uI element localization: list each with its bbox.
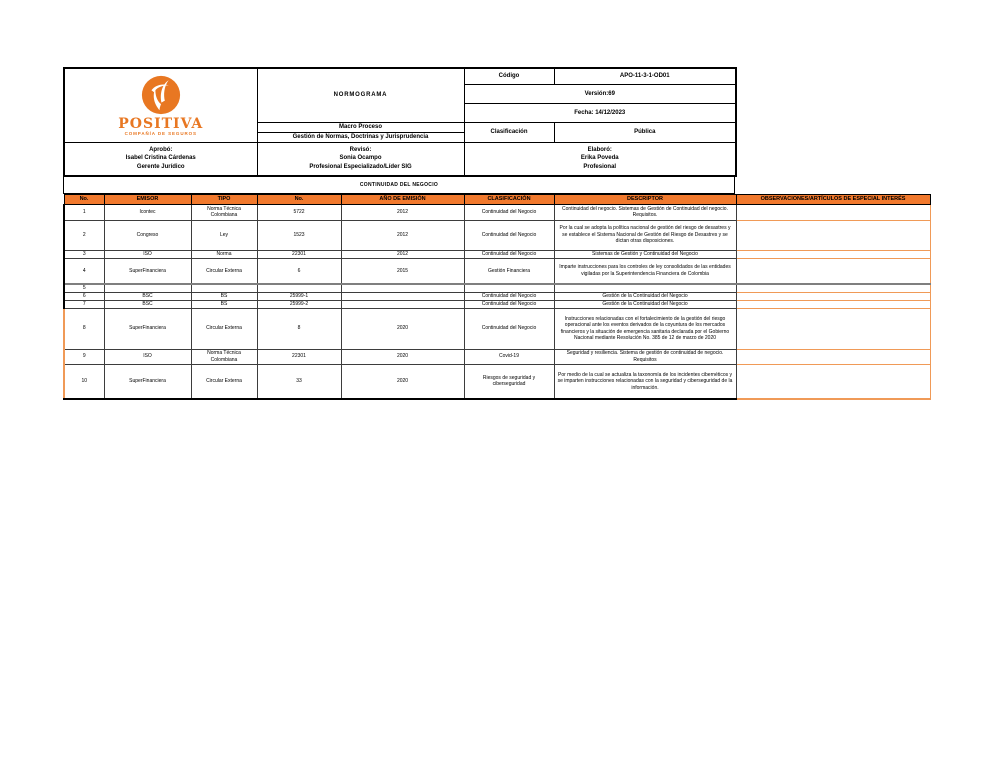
col-header-num: No.	[257, 194, 341, 204]
cell-observaciones	[736, 364, 930, 399]
cell-num	[257, 284, 341, 292]
cell-descriptor: Gestión de la Continuidad del Negocio	[554, 292, 736, 300]
cell-emisor: Congreso	[104, 220, 191, 250]
elaboro-label: Elaboró:	[587, 146, 612, 153]
cell-emisor: SuperFinanciera	[104, 364, 191, 399]
col-header-no: No.	[64, 194, 104, 204]
cell-clasificacion	[464, 284, 554, 292]
cell-observaciones	[736, 220, 930, 250]
cell-tipo: Circular Externa	[191, 364, 257, 399]
cell-clasificacion: Continuidad del Negocio	[464, 300, 554, 308]
elaboro-block	[464, 142, 736, 176]
cell-no: 2	[64, 220, 104, 250]
cell-clasificacion: Riesgos de seguridad y ciberseguridad	[464, 364, 554, 399]
cell-ano: 2020	[341, 349, 464, 364]
cell-emisor: SuperFinanciera	[104, 308, 191, 349]
cell-ano	[341, 300, 464, 308]
version-value: Versión:69	[464, 85, 736, 104]
codigo-label: Código	[464, 68, 554, 85]
cell-ano	[341, 292, 464, 300]
cell-ano: 2020	[341, 364, 464, 399]
cell-num: 8	[257, 308, 341, 349]
doc-title: NORMOGRAMA	[257, 68, 464, 123]
cell-emisor	[104, 284, 191, 292]
section-title: CONTINUIDAD DEL NEGOCIO	[63, 177, 735, 194]
col-header-observaciones: OBSERVACIONES/ARTÍCULOS DE ESPECIAL INTERÉS	[736, 194, 930, 204]
elaboro-name: Erika Poveda	[580, 155, 619, 162]
fecha-value: Fecha: 14/12/2023	[464, 104, 736, 123]
cell-clasificacion: Continuidad del Negocio	[464, 220, 554, 250]
cell-descriptor: Continuidad del negocio. Sistemas de Gestión de Continuidad del negocio. Requisitos.	[554, 204, 736, 220]
cell-num: 5722	[257, 204, 341, 220]
cell-num: 22301	[257, 349, 341, 364]
elaboro-role: Profesional	[583, 164, 617, 171]
cell-tipo: Circular Externa	[191, 308, 257, 349]
table-row	[64, 258, 930, 284]
cell-observaciones	[736, 250, 930, 258]
cell-ano: 2012	[341, 220, 464, 250]
reviso-name: Sonia Ocampo	[339, 155, 382, 162]
cell-clasificacion: Continuidad del Negocio	[464, 204, 554, 220]
cell-no: 7	[64, 300, 104, 308]
cell-num: 25999-1	[257, 292, 341, 300]
cell-num: 25999-2	[257, 300, 341, 308]
cell-no: 8	[64, 308, 104, 349]
cell-tipo: BS	[191, 300, 257, 308]
aprobo-label: Aprobó:	[149, 146, 173, 153]
cell-tipo: Norma Técnica Colombiana	[191, 349, 257, 364]
cell-no: 5	[64, 284, 104, 292]
cell-num: 1523	[257, 220, 341, 250]
col-header-tipo: TIPO	[191, 194, 257, 204]
cell-observaciones	[736, 292, 930, 300]
document-header-table	[63, 67, 737, 177]
cell-no: 10	[64, 364, 104, 399]
cell-descriptor: Por medio de la cual se actualiza la taxonomía de los incidentes cibernéticos y se imparten instrucciones relacionadas con la seguridad y ciberseguridad de la información.	[554, 364, 736, 399]
aprobo-block	[64, 142, 257, 176]
reviso-role: Profesional Especializado/Líder SIG	[309, 164, 412, 171]
cell-emisor: SuperFinanciera	[104, 258, 191, 284]
macro-proceso-label: Macro Proceso	[257, 123, 464, 133]
cell-descriptor: Gestión de la Continuidad del Negocio	[554, 300, 736, 308]
cell-tipo	[191, 284, 257, 292]
clasificacion-label: Clasificación	[464, 123, 554, 143]
col-header-clasificacion: CLASIFICACIÓN	[464, 194, 554, 204]
cell-ano: 2012	[341, 204, 464, 220]
cell-clasificacion: Continuidad del Negocio	[464, 308, 554, 349]
cell-descriptor: Por la cual se adopta la política nacional de gestión del riesgo de desastres y se establece el Sistema Nacional de Gestión del Riesgo de Desastres y se dictan otras disposiciones.	[554, 220, 736, 250]
cell-emisor: Icontec	[104, 204, 191, 220]
cell-descriptor: Imparte instrucciones para los controles de ley consolidados de las entidades vigiladas por la Superintendencia Financiera de Colombia	[554, 258, 736, 284]
col-header-ano: AÑO DE EMISIÓN	[341, 194, 464, 204]
aprobo-role: Gerente Jurídico	[136, 164, 185, 171]
logo-cell	[64, 68, 257, 142]
col-header-descriptor: DESCRIPTOR	[554, 194, 736, 204]
cell-clasificacion: Gestión Financiera	[464, 258, 554, 284]
positiva-logo	[67, 74, 255, 137]
cell-observaciones	[736, 349, 930, 364]
reviso-block	[257, 142, 464, 176]
cell-no: 3	[64, 250, 104, 258]
cell-no: 1	[64, 204, 104, 220]
cell-tipo: Circular Externa	[191, 258, 257, 284]
cell-clasificacion: Continuidad del Negocio	[464, 250, 554, 258]
positiva-logo-icon	[140, 74, 182, 116]
table-row	[64, 250, 930, 258]
cell-num: 22301	[257, 250, 341, 258]
table-row	[64, 349, 930, 364]
aprobo-name: Isabel Cristina Cárdenas	[125, 155, 196, 162]
cell-ano: 2020	[341, 308, 464, 349]
cell-ano	[341, 284, 464, 292]
table-row	[64, 204, 930, 220]
cell-num: 6	[257, 258, 341, 284]
cell-observaciones	[736, 284, 930, 292]
table-row	[64, 220, 930, 250]
brand-tagline: COMPAÑÍA DE SEGUROS	[124, 131, 197, 137]
cell-ano: 2012	[341, 250, 464, 258]
normograma-table	[63, 194, 931, 401]
cell-no: 9	[64, 349, 104, 364]
cell-clasificacion: Continuidad del Negocio	[464, 292, 554, 300]
cell-num: 33	[257, 364, 341, 399]
macro-proceso-value: Gestión de Normas, Doctrinas y Jurisprudencia	[257, 133, 464, 143]
codigo-value: APO-11-3-1-OD01	[554, 68, 736, 85]
cell-ano: 2015	[341, 258, 464, 284]
cell-observaciones	[736, 300, 930, 308]
cell-emisor: ISO	[104, 250, 191, 258]
table-row	[64, 300, 930, 308]
cell-tipo: Ley	[191, 220, 257, 250]
table-header-row	[64, 194, 930, 204]
table-row	[64, 284, 930, 292]
table-row	[64, 292, 930, 300]
cell-emisor: BSC	[104, 292, 191, 300]
cell-descriptor	[554, 284, 736, 292]
cell-observaciones	[736, 258, 930, 284]
cell-tipo: BS	[191, 292, 257, 300]
cell-descriptor: Sistemas de Gestión y Continuidad del Negocio	[554, 250, 736, 258]
cell-clasificacion: Covid-19	[464, 349, 554, 364]
cell-observaciones	[736, 204, 930, 220]
cell-observaciones	[736, 308, 930, 349]
clasificacion-value: Pública	[554, 123, 736, 143]
cell-descriptor: Seguridad y resiliencia. Sistema de gestión de continuidad de negocio. Requisitos	[554, 349, 736, 364]
cell-tipo: Norma	[191, 250, 257, 258]
cell-emisor: ISO	[104, 349, 191, 364]
reviso-label: Revisó:	[349, 146, 372, 153]
cell-no: 4	[64, 258, 104, 284]
brand-wordmark: POSITIVA	[118, 116, 204, 133]
cell-tipo: Norma Técnica Colombiana	[191, 204, 257, 220]
table-row	[64, 364, 930, 399]
col-header-emisor: EMISOR	[104, 194, 191, 204]
cell-no: 6	[64, 292, 104, 300]
cell-emisor: BSC	[104, 300, 191, 308]
cell-descriptor: Instrucciones relacionadas con el fortalecimiento de la gestión del riesgo operacional ante los eventos derivados de la coyuntura de los mercados financieros y la situación de emergencia sanitaria declarada por el Gobierno Nacional mediante Resolución No. 385 de 12 de marzo de 2020	[554, 308, 736, 349]
table-row	[64, 308, 930, 349]
document-page	[63, 67, 931, 400]
